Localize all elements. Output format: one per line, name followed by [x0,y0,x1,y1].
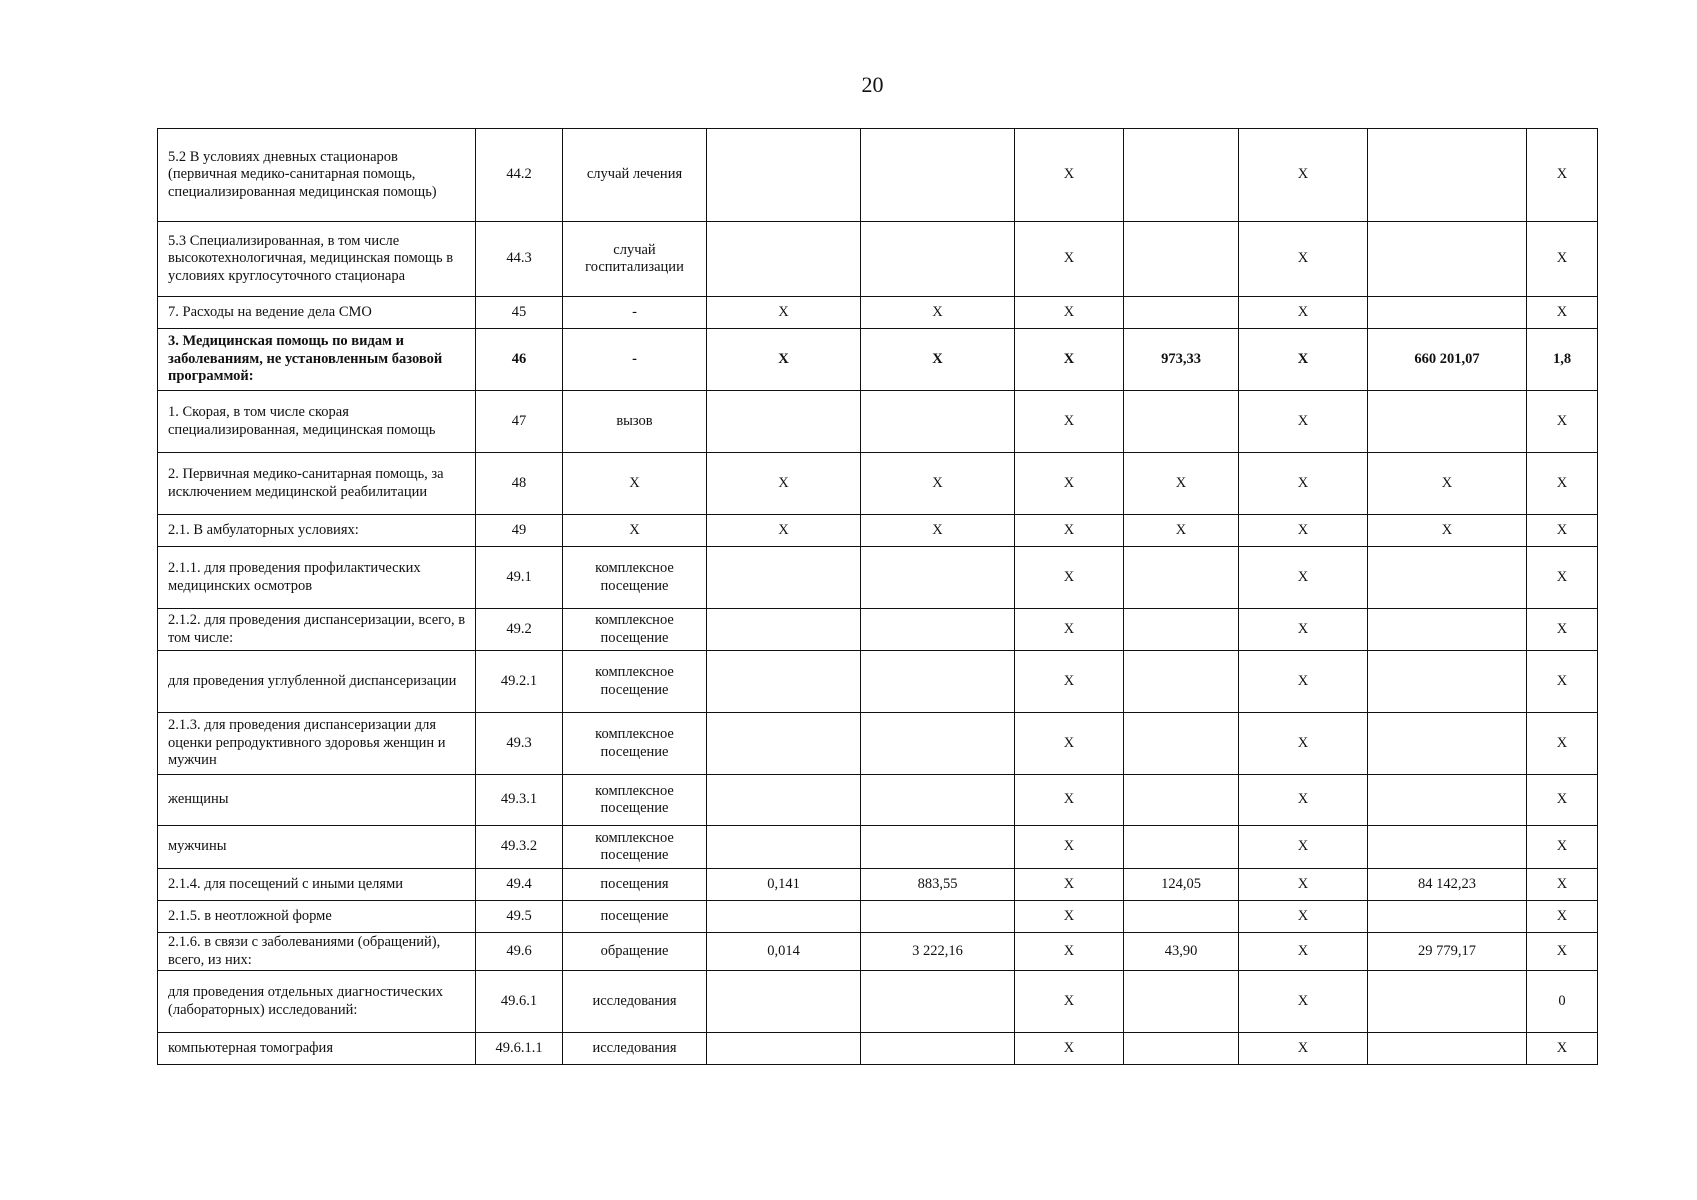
col10-cell: Х [1527,826,1598,869]
col10-cell: Х [1527,515,1598,547]
col5-cell [861,775,1015,826]
col7-cell [1124,713,1239,775]
col9-cell [1368,609,1527,651]
table-row [158,869,1598,901]
col10-cell: Х [1527,547,1598,609]
col10-cell: Х [1527,391,1598,453]
col6-cell: Х [1015,933,1124,971]
col10-cell: 1,8 [1527,329,1598,391]
table-row [158,297,1598,329]
row-name-cell: 2. Первичная медико-санитарная помощь, за исключением медицинской реабилитации [158,453,476,515]
col4-cell [707,713,861,775]
unit-cell: комплексное посещение [563,826,707,869]
col7-cell [1124,826,1239,869]
col8-cell: Х [1239,297,1368,329]
row-name-cell: 2.1.6. в связи с заболеваниями (обращений), всего, из них: [158,933,476,971]
row-code-cell: 47 [476,391,563,453]
table-row [158,933,1598,971]
page-number: 20 [861,72,884,97]
unit-cell: случай лечения [563,129,707,222]
col4-cell: Х [707,297,861,329]
row-code-cell: 48 [476,453,563,515]
col8-cell: Х [1239,609,1368,651]
table-row [158,453,1598,515]
row-name-cell: 7. Расходы на ведение дела СМО [158,297,476,329]
col9-cell: Х [1368,453,1527,515]
row-name-cell: 2.1.3. для проведения диспансеризации для оценки репродуктивного здоровья женщин и мужчин [158,713,476,775]
col5-cell: Х [861,329,1015,391]
col6-cell: Х [1015,1033,1124,1065]
unit-cell: исследования [563,1033,707,1065]
unit-cell: комплексное посещение [563,651,707,713]
col6-cell: Х [1015,651,1124,713]
col9-cell [1368,901,1527,933]
col7-cell: 124,05 [1124,869,1239,901]
table-row [158,1033,1598,1065]
col10-cell: Х [1527,901,1598,933]
row-code-cell: 49.2 [476,609,563,651]
col8-cell: Х [1239,971,1368,1033]
col8-cell: Х [1239,901,1368,933]
col4-cell [707,651,861,713]
row-code-cell: 49.3 [476,713,563,775]
col8-cell: Х [1239,329,1368,391]
col5-cell [861,651,1015,713]
col5-cell [861,609,1015,651]
col9-cell [1368,826,1527,869]
row-code-cell: 49.6 [476,933,563,971]
col7-cell [1124,901,1239,933]
unit-cell: комплексное посещение [563,609,707,651]
col6-cell: Х [1015,222,1124,297]
table-row [158,547,1598,609]
row-code-cell: 49 [476,515,563,547]
col5-cell [861,901,1015,933]
row-name-cell: 3. Медицинская помощь по видам и заболеваниям, не установленным базовой программой: [158,329,476,391]
col9-cell [1368,297,1527,329]
col5-cell [861,713,1015,775]
row-name-cell: 2.1.4. для посещений с иными целями [158,869,476,901]
col8-cell: Х [1239,547,1368,609]
table-row [158,391,1598,453]
col7-cell [1124,651,1239,713]
col8-cell: Х [1239,391,1368,453]
col5-cell [861,971,1015,1033]
col6-cell: Х [1015,453,1124,515]
col8-cell: Х [1239,869,1368,901]
unit-cell: посещение [563,901,707,933]
col10-cell: Х [1527,651,1598,713]
row-name-cell: для проведения отдельных диагностических (лабораторных) исследований: [158,971,476,1033]
col10-cell: 0 [1527,971,1598,1033]
col10-cell: Х [1527,297,1598,329]
col6-cell: Х [1015,547,1124,609]
col7-cell [1124,1033,1239,1065]
col5-cell [861,222,1015,297]
col9-cell: 660 201,07 [1368,329,1527,391]
col6-cell: Х [1015,826,1124,869]
col4-cell [707,391,861,453]
col10-cell: Х [1527,869,1598,901]
col8-cell: Х [1239,1033,1368,1065]
col7-cell [1124,391,1239,453]
row-name-cell: 2.1.1. для проведения профилактических медицинских осмотров [158,547,476,609]
table-row [158,222,1598,297]
row-code-cell: 49.2.1 [476,651,563,713]
unit-cell: посещения [563,869,707,901]
col5-cell [861,129,1015,222]
unit-cell: Х [563,453,707,515]
col4-cell [707,775,861,826]
col6-cell: Х [1015,329,1124,391]
table-row [158,329,1598,391]
col9-cell: 84 142,23 [1368,869,1527,901]
col5-cell [861,826,1015,869]
col10-cell: Х [1527,222,1598,297]
row-name-cell: 2.1. В амбулаторных условиях: [158,515,476,547]
col4-cell [707,971,861,1033]
col7-cell: 973,33 [1124,329,1239,391]
row-code-cell: 49.3.2 [476,826,563,869]
table-row [158,826,1598,869]
unit-cell: случай госпитализации [563,222,707,297]
col7-cell: Х [1124,453,1239,515]
row-name-cell: 5.3 Специализированная, в том числе высокотехнологичная, медицинская помощь в условиях круглосуточного стационара [158,222,476,297]
col4-cell: Х [707,515,861,547]
col10-cell: Х [1527,775,1598,826]
col6-cell: Х [1015,713,1124,775]
col6-cell: Х [1015,515,1124,547]
row-name-cell: 1. Скорая, в том числе скорая специализированная, медицинская помощь [158,391,476,453]
col4-cell: Х [707,453,861,515]
col9-cell [1368,775,1527,826]
row-code-cell: 49.1 [476,547,563,609]
col4-cell: 0,141 [707,869,861,901]
col4-cell: Х [707,329,861,391]
col8-cell: Х [1239,515,1368,547]
col5-cell [861,547,1015,609]
row-code-cell: 49.5 [476,901,563,933]
col6-cell: Х [1015,775,1124,826]
table-row [158,775,1598,826]
row-code-cell: 44.3 [476,222,563,297]
col6-cell: Х [1015,901,1124,933]
row-name-cell: 5.2 В условиях дневных стационаров (первичная медико-санитарная помощь, специализированная медицинская помощь) [158,129,476,222]
col10-cell: Х [1527,933,1598,971]
col9-cell [1368,1033,1527,1065]
col8-cell: Х [1239,826,1368,869]
row-name-cell: для проведения углубленной диспансеризации [158,651,476,713]
col5-cell [861,1033,1015,1065]
col10-cell: Х [1527,1033,1598,1065]
col6-cell: Х [1015,971,1124,1033]
col8-cell: Х [1239,713,1368,775]
col10-cell: Х [1527,609,1598,651]
col5-cell: 883,55 [861,869,1015,901]
col9-cell [1368,651,1527,713]
col8-cell: Х [1239,775,1368,826]
col6-cell: Х [1015,609,1124,651]
col6-cell: Х [1015,391,1124,453]
row-name-cell: женщины [158,775,476,826]
unit-cell: - [563,329,707,391]
col4-cell [707,1033,861,1065]
col10-cell: Х [1527,129,1598,222]
col7-cell: 43,90 [1124,933,1239,971]
col7-cell [1124,775,1239,826]
unit-cell: комплексное посещение [563,713,707,775]
col9-cell [1368,971,1527,1033]
col7-cell: Х [1124,515,1239,547]
col4-cell: 0,014 [707,933,861,971]
col8-cell: Х [1239,129,1368,222]
row-code-cell: 46 [476,329,563,391]
col6-cell: Х [1015,869,1124,901]
col7-cell [1124,297,1239,329]
table-row [158,713,1598,775]
col6-cell: Х [1015,297,1124,329]
table-row [158,971,1598,1033]
data-table [157,128,1598,1065]
col5-cell [861,391,1015,453]
col5-cell: Х [861,515,1015,547]
col6-cell: Х [1015,129,1124,222]
row-code-cell: 49.6.1 [476,971,563,1033]
table-row [158,515,1598,547]
row-name-cell: 2.1.5. в неотложной форме [158,901,476,933]
col4-cell [707,547,861,609]
col7-cell [1124,609,1239,651]
row-code-cell: 49.4 [476,869,563,901]
table-body [158,129,1598,1065]
col5-cell: Х [861,453,1015,515]
row-code-cell: 49.3.1 [476,775,563,826]
col9-cell: Х [1368,515,1527,547]
col7-cell [1124,222,1239,297]
col10-cell: Х [1527,713,1598,775]
row-code-cell: 45 [476,297,563,329]
col10-cell: Х [1527,453,1598,515]
unit-cell: комплексное посещение [563,547,707,609]
col9-cell [1368,547,1527,609]
col7-cell [1124,129,1239,222]
col9-cell [1368,713,1527,775]
unit-cell: Х [563,515,707,547]
unit-cell: комплексное посещение [563,775,707,826]
row-name-cell: компьютерная томография [158,1033,476,1065]
row-code-cell: 44.2 [476,129,563,222]
col9-cell [1368,391,1527,453]
row-name-cell: мужчины [158,826,476,869]
col4-cell [707,901,861,933]
col4-cell [707,129,861,222]
col8-cell: Х [1239,651,1368,713]
unit-cell: вызов [563,391,707,453]
col4-cell [707,826,861,869]
col5-cell: 3 222,16 [861,933,1015,971]
col7-cell [1124,971,1239,1033]
col4-cell [707,609,861,651]
col5-cell: Х [861,297,1015,329]
col9-cell [1368,222,1527,297]
unit-cell: обращение [563,933,707,971]
unit-cell: исследования [563,971,707,1033]
row-name-cell: 2.1.2. для проведения диспансеризации, всего, в том числе: [158,609,476,651]
row-code-cell: 49.6.1.1 [476,1033,563,1065]
col7-cell [1124,547,1239,609]
col8-cell: Х [1239,933,1368,971]
col8-cell: Х [1239,453,1368,515]
table-row [158,901,1598,933]
col4-cell [707,222,861,297]
table-row [158,651,1598,713]
col9-cell [1368,129,1527,222]
table-row [158,609,1598,651]
unit-cell: - [563,297,707,329]
col9-cell: 29 779,17 [1368,933,1527,971]
table-row [158,129,1598,222]
col8-cell: Х [1239,222,1368,297]
